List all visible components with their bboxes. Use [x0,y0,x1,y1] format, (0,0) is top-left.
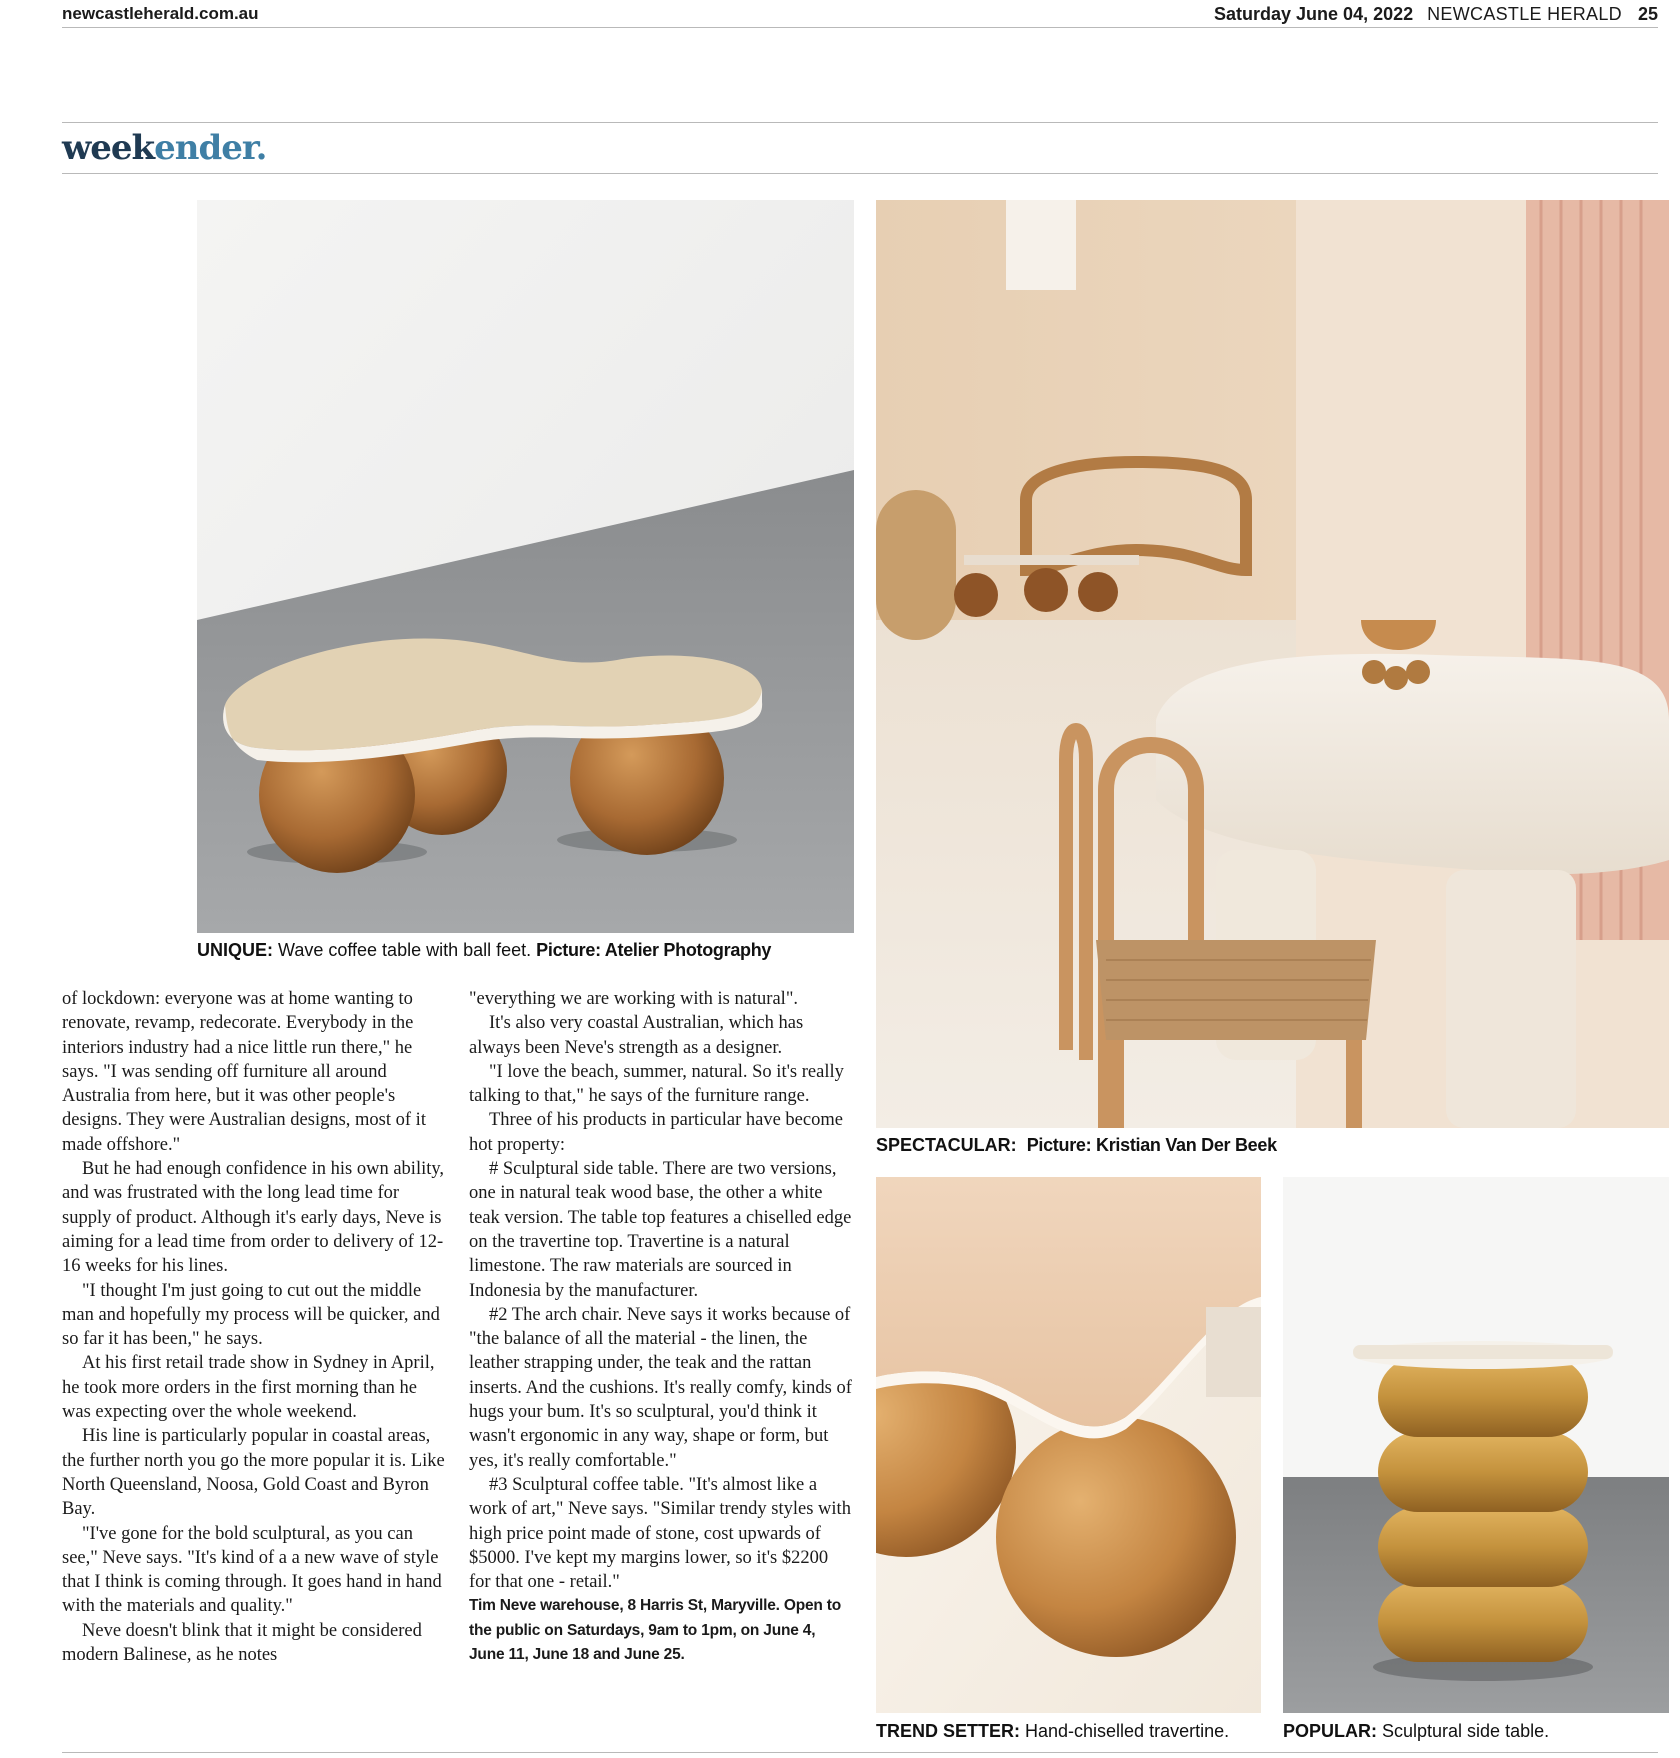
photo-coffee-table [197,200,854,933]
paragraph: Three of his products in particular have become hot property: [469,1110,843,1155]
paragraph: "I love the beach, summer, natural. So it's really talking to that," he says of the furniture range. [469,1061,844,1107]
paragraph: It's also very coastal Australian, which has always been Neve's strength as a designer. [469,1013,804,1058]
article-column-1 [62,987,446,1667]
paragraph: of lockdown: everyone was at home wanting to renovate, revamp, redecorate. Everybody in the interiors industry had a nice little run there," he says. "I was sending off furniture all around Australia from here, but it was other people's designs. They were Australian designs, most of it made offshore." [62,989,426,1155]
caption-spectacular: SPECTACULAR: Picture: Kristian Van Der Beek [876,1135,1277,1155]
photo-interior-arch-chair [876,200,1669,1128]
site-url[interactable]: newcastleherald.com.au [62,4,259,23]
footer-rule [62,1752,1658,1753]
paragraph: Neve doesn't blink that it might be considered modern Balinese, as he notes [62,1620,422,1666]
section-rule-top [62,122,1658,123]
caption-popular: POPULAR: Sculptural side table. [1283,1721,1550,1741]
page-number: 25 [1637,4,1658,24]
paragraph: #2 The arch chair. Neve says it works because of "the balance of all the material - the linen, the leather strapping under, the teak and the rattan inserts. And the cushions. It's really comfy, kinds of hugs your bum. It's so sculptural, you'd think it wasn't ergonomic in any way, shape or form, but yes, it's really comfortable." [469,1304,852,1471]
paragraph: But he had enough confidence in his own ability, and was frustrated with the long lead time for supply of product. Although it's early days, Neve is aiming for a lead time from order to delivery of 12-16 weeks for his lines. [62,1159,445,1277]
paragraph: At his first retail trade show in Sydney in April, he took more orders in the first morning than he was expecting over the whole weekend. [62,1353,435,1423]
paragraph: "everything we are working with is natural". [469,989,798,1009]
paragraph: "I thought I'm just going to cut out the middle man and hopefully my process will be quicker, and so far it has been," he says. [62,1280,440,1350]
caption-trend-setter: TREND SETTER: Hand-chiselled travertine. [876,1721,1230,1741]
paragraph: # Sculptural side table. There are two versions, one in natural teak wood base, the other a white teak version. The table top features a chiselled edge on the travertine top. Travertine is a natural limestone. The raw materials are sourced in Indonesia by the manufacturer. [469,1159,852,1301]
section-logo: weekender. [62,128,267,168]
header-rule [62,27,1658,28]
article-column-2 [469,987,854,1667]
paragraph: #3 Sculptural coffee table. "It's almost like a work of art," Neve says. "Similar trendy styles with high price point made of stone, cost upwards of $5000. I've kept my margins lower, so it's $2200 for that one - retail." [469,1474,851,1593]
paragraph: His line is particularly popular in coastal areas, the further north you go the more popular it is. Like North Queensland, Noosa, Gold Coast and Byron Bay. [62,1426,445,1520]
publication-name: NEWCASTLE HERALD [1427,4,1622,24]
section-rule-bottom [62,173,1658,174]
photo-travertine-closeup [876,1177,1261,1713]
page-header-right [1214,4,1658,25]
warehouse-info: Tim Neve warehouse, 8 Harris St, Maryville. Open to the public on Saturdays, 9am to 1pm, on June 4, June 11, June 18 and June 25. [469,1597,841,1664]
caption-unique: UNIQUE: Wave coffee table with ball feet. Picture: Atelier Photography [197,940,772,960]
photo-side-table [1283,1177,1669,1713]
paragraph: "I've gone for the bold sculptural, as you can see," Neve says. "It's kind of a a new wave of style that I think is coming through. It goes hand in hand with the materials and quality." [62,1523,442,1617]
issue-date: Saturday June 04, 2022 [1214,4,1414,24]
